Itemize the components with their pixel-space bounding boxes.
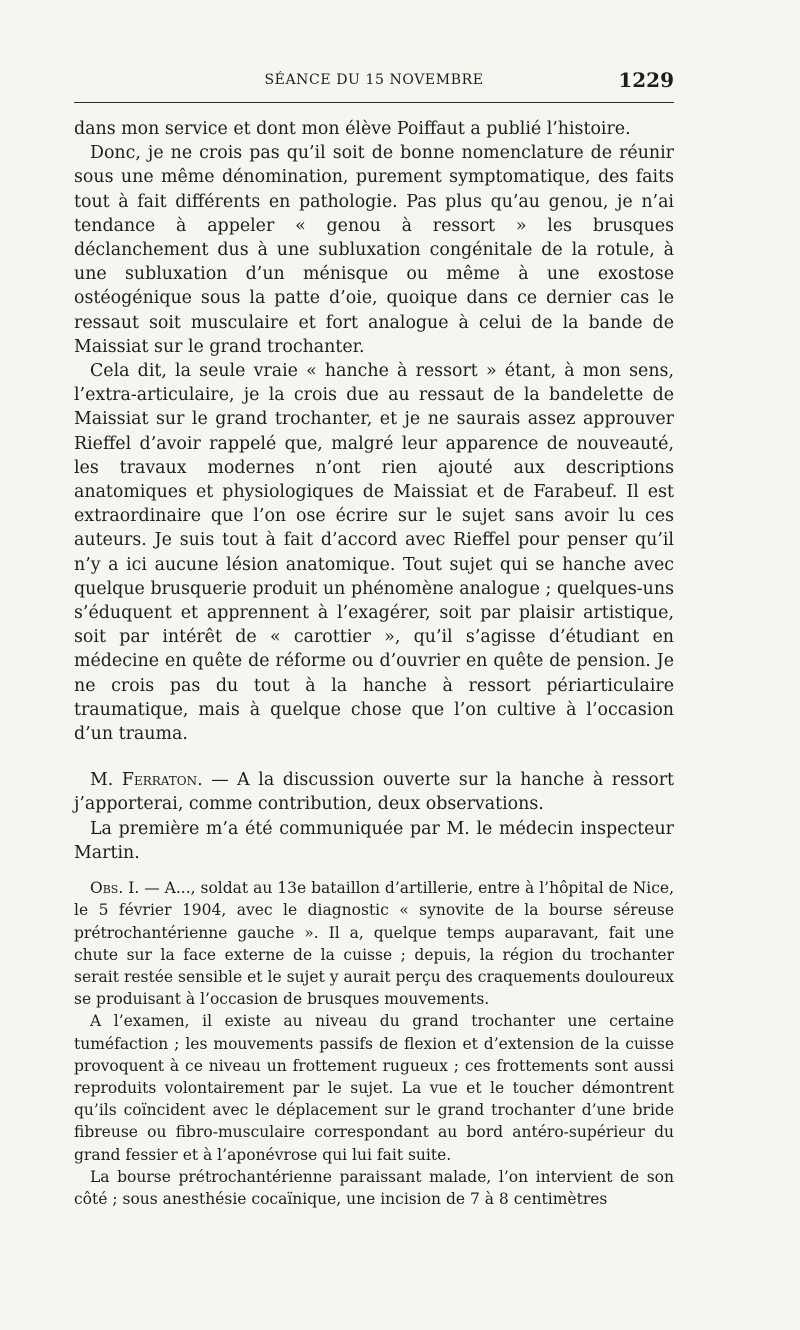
paragraph-first-case: La première m’a été communiquée par M. le médecin inspecteur Martin. bbox=[74, 818, 674, 863]
paragraph-continued: dans mon service et dont mon élève Poiffaut a publié l’histoire. bbox=[74, 119, 631, 139]
running-title: SÉANCE DU 15 NOVEMBRE bbox=[264, 72, 484, 88]
running-header bbox=[74, 64, 674, 94]
observation-paragraph-1 bbox=[74, 877, 674, 1010]
speaker-text: . — A la discussion ouverte sur la hanche à ressort j’apporterai, comme contribution, deux observations. bbox=[74, 770, 674, 815]
header-rule bbox=[74, 102, 674, 103]
observation-paragraph-2: A l’examen, il existe au niveau du grand trochanter une certaine tuméfaction ; les mouvements passifs de flexion et d’extension de la cuisse provoquent à ce niveau un frottement rugueux ; ces frottements sont aussi reproduits volontairement par le sujet. La vue et le toucher démontrent qu’ils coïncident avec le déplacement sur le grand trochanter d’une bride fibreuse ou fibro-musculaire correspondant au bord antéro-supérieur du grand fessier et à l’aponévrose qui lui fait suite. bbox=[74, 1012, 674, 1164]
observation-paragraph-3: La bourse prétrochantérienne paraissant malade, l’on intervient de son côté ; sous anesthésie cocaïnique, une incision de 7 à 8 centimètres bbox=[74, 1167, 674, 1208]
paragraph-nomenclature: Donc, je ne crois pas qu’il soit de bonne nomenclature de réunir sous une même dénomination, purement symptomatique, des faits tout à fait différents en pathologie. Pas plus qu’au genou, je n’ai tendance à appeler « genou à ressort » les brusques déclanchement dus à une subluxation congénitale de la rotule, à une subluxation d’un ménisque ou même à une exostose ostéogénique sous la patte d’oie, quoique dans ce dernier cas le ressaut soit musculaire et fort analogue à celui de la bande de Maissiat sur le grand trochanter. bbox=[74, 143, 674, 357]
main-text bbox=[74, 117, 674, 865]
observation-block bbox=[74, 877, 674, 1210]
section-gap bbox=[74, 746, 674, 768]
observation-text-1: — A..., soldat au 13e bataillon d’artillerie, entre à l’hôpital de Nice, le 5 février 1904, avec le diagnostic « synovite de la bourse séreuse prétrochantérienne gauche ». Il a, quelque temps auparavant, fait une chute sur la face externe de la cuisse ; depuis, la région du trochanter serait restée sensible et le sujet y aurait perçu des craquements douloureux se produisant à l’occasion de brusques mouvements. bbox=[74, 879, 675, 1009]
speaker-paragraph bbox=[74, 768, 674, 816]
paragraph-hanche-a-ressort: Cela dit, la seule vraie « hanche à ressort » étant, à mon sens, l’extra-articulaire, je la crois due au ressaut de la bandelette de Maissiat sur le grand trochanter, et je ne saurais assez approuver Rieffel d’avoir rappelé que, malgré leur apparence de nouveauté, les travaux modernes n’ont rien ajouté aux descriptions anatomiques et physiologiques de Maissiat et de Farabeuf. Il est extraordinaire que l’on ose écrire sur le sujet sans avoir lu ces auteurs. Je suis tout à fait d’accord avec Rieffel pour penser qu’il n’y a ici aucune lésion anatomique. Tout sujet qui se hanche avec quelque brusquerie produit un phénomène analogue ; quelques-uns s’éduquent et apprennent à l’exagérer, soit par plaisir artistique, soit par intérêt de « carottier », qu’il s’agisse d’étudiant en médecine en quête de réforme ou d’ouvrier en quête de pension. Je ne crois pas du tout à la hanche à ressort périarticulaire traumatique, mais à quelque chose que l’on cultive à l’occasion d’un trauma. bbox=[74, 361, 674, 745]
page bbox=[74, 64, 674, 1210]
speaker-name: Ferraton bbox=[121, 770, 198, 791]
page-number: 1229 bbox=[618, 68, 674, 92]
observation-label: Obs. I. bbox=[90, 879, 140, 898]
speaker-prefix: M. bbox=[90, 770, 122, 791]
